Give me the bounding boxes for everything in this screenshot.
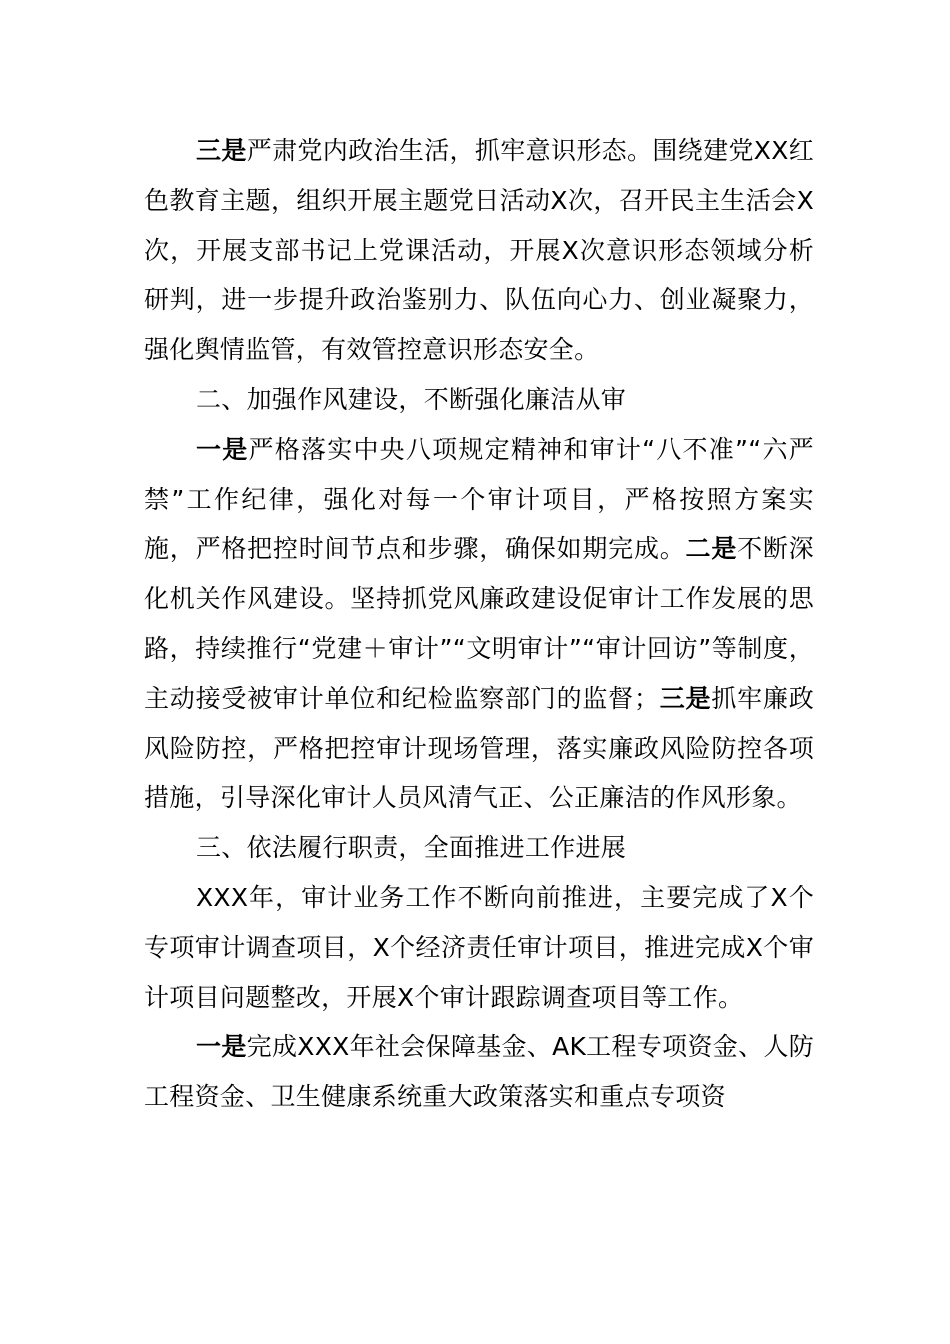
document-body [144,126,814,1122]
paragraph-text: 抓牢廉政风险防控，严格把控审计现场管理，落实廉政风险防控各项措施，引导深化审计人员风清气正、公正廉洁的作风形象。 [144,683,814,813]
section-heading-style [144,375,814,425]
bold-lead: 三是 [196,136,247,165]
paragraph-audit-funds [144,1022,814,1122]
paragraph-text: 严肃党内政治生活，抓牢意识形态。围绕建党XX红色教育主题，组织开展主题党日活动X次，召开民主生活会X次，开展支部书记上党课活动，开展X次意识形态领域分析研判，进一步提升政治鉴别力、队伍向心力、创业凝聚力，强化舆情监管，有效管控意识形态安全。 [144,136,815,365]
paragraph-text: XXX年，审计业务工作不断向前推进，主要完成了X个专项审计调查项目，X个经济责任审计项目，推进完成X个审计项目问题整改，开展X个审计跟踪调查项目等工作。 [144,882,814,1012]
paragraph-ideology [144,126,814,375]
paragraph-text: 严格落实中央八项规定精神和审计“八不准”“六严禁”工作纪律，强化对每一个审计项目，严格按照方案实施，严格把控时间节点和步骤，确保如期完成。 [144,434,814,564]
paragraph-integrity [144,425,814,823]
section-heading-duties [144,823,814,873]
heading-text: 二、加强作风建设，不断强化廉洁从审 [196,384,627,414]
paragraph-text: 不断深化机关作风建设。坚持抓党风廉政建设促审计工作发展的思路，持续推行“党建＋审计”“文明审计”“审计回访”等制度，主动接受被审计单位和纪检监察部门的监督； [144,534,814,713]
bold-lead: 三是 [659,683,712,713]
heading-text: 三、依法履行职责，全面推进工作进展 [196,833,627,863]
paragraph-summary [144,873,814,1022]
bold-lead: 二是 [685,534,738,564]
bold-lead: 一是 [196,434,249,464]
bold-lead: 一是 [196,1032,247,1062]
paragraph-text: 完成XXX年社会保障基金、AK工程专项资金、人防工程资金、卫生健康系统重大政策落实和重点专项资 [144,1032,815,1112]
